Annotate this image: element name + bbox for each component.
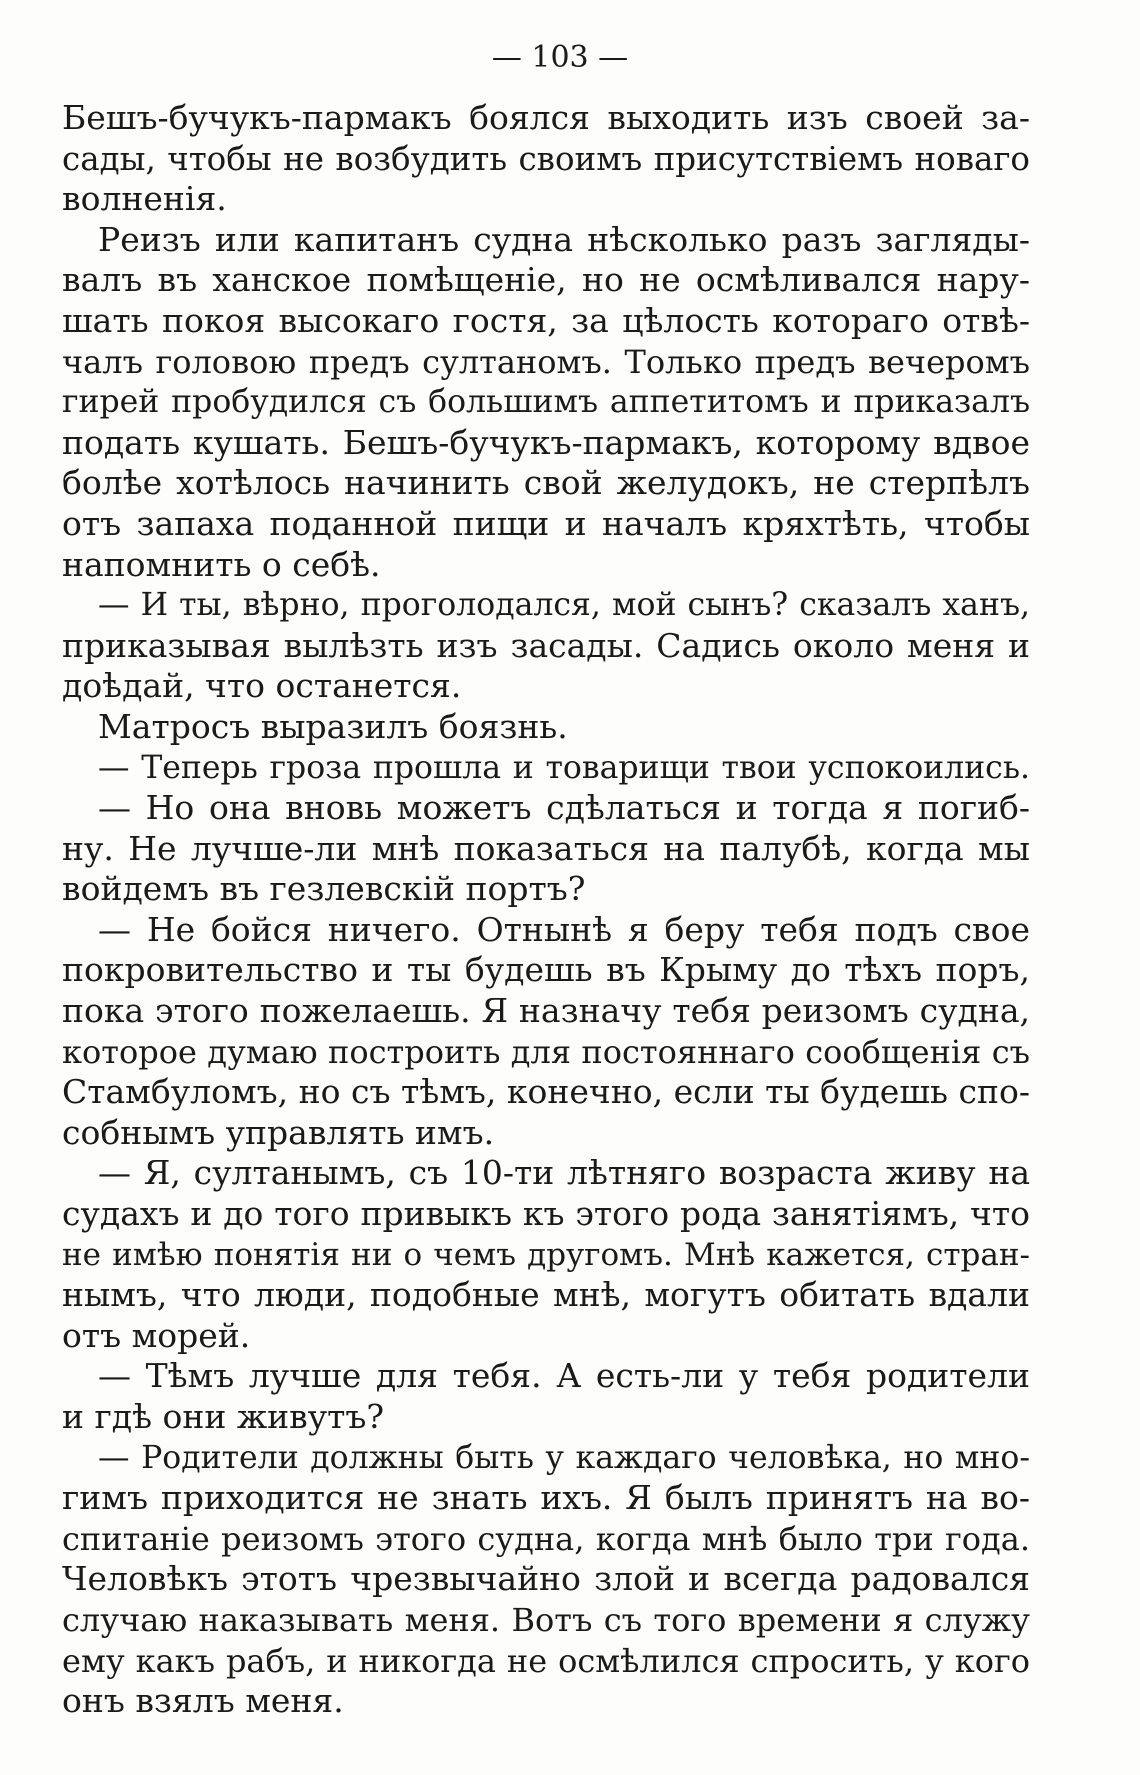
text-line: шать покоя высокаго гостя, за цѣлость котораго отвѣ- — [62, 300, 1030, 340]
text-line: гимъ приходится не знать ихъ. Я былъ принятъ на во- — [62, 1478, 1030, 1518]
text-line: нымъ, что люди, подобные мнѣ, могутъ обитать вдали — [62, 1275, 1030, 1315]
text-line: Человѣкъ этотъ чрезвычайно злой и всегда радовался — [62, 1559, 1030, 1599]
text-line: отъ морей. — [62, 1315, 251, 1355]
text-line: ему какъ рабъ, и никогда не осмѣлился спросить, у кого — [62, 1641, 1030, 1680]
text-line: отъ запаха поданной пищи и началъ кряхтѣть, чтобы — [62, 503, 1030, 543]
text-line: Стамбуломъ, но съ тѣмъ, конечно, если ты будешь спо- — [62, 1072, 1030, 1112]
text-line: сады, чтобы не возбудить своимъ присутствіемъ новаго — [62, 139, 1030, 178]
text-line: гирей пробудился съ большимъ аппетитомъ и приказалъ — [62, 384, 1030, 421]
text-line: Бешъ-бучукъ-пармакъ боялся выходить изъ своей за- — [62, 98, 1030, 137]
text-line: не имѣю понятія ни о чемъ другомъ. Мнѣ кажется, стран- — [62, 1236, 1030, 1273]
text-line: — Не бойся ничего. Отнынѣ я беру тебя подъ свое — [98, 909, 1030, 949]
text-line: — Я, султанымъ, съ 10-ти лѣтняго возраста живу на — [98, 1153, 1030, 1193]
text-line: покровительство и ты будешь въ Крыму до тѣхъ поръ, — [62, 950, 1030, 990]
text-line: спитаніе реизомъ этого судна, когда мнѣ было три года. — [62, 1519, 1030, 1558]
text-line: Матросъ выразилъ боязнь. — [98, 706, 568, 746]
text-line: войдемъ въ гезлевскій портъ? — [62, 869, 586, 909]
text-line: волненія. — [62, 179, 227, 219]
text-line: собнымъ управлять имъ. — [62, 1112, 495, 1152]
text-line: Реизъ или капитанъ судна нѣсколько разъ загляды- — [98, 219, 1030, 259]
text-line: подать кушать. Бешъ-бучукъ-пармакъ, которому вдвое — [62, 422, 1030, 462]
text-line: чалъ головою предъ султаномъ. Только предъ вечеромъ — [62, 342, 1030, 381]
text-line: — И ты, вѣрно, проголодался, мой сынъ? сказалъ ханъ, — [98, 587, 1030, 624]
text-line: которое думаю построить для постояннаго сообщенія съ — [62, 1032, 1030, 1071]
text-line: — Родители должны быть у каждаго человѣка, но мно- — [98, 1439, 1030, 1476]
text-line: — Теперь гроза прошла и товарищи твои успокоились. — [98, 749, 1030, 786]
text-line: и гдѣ они живутъ? — [62, 1397, 385, 1436]
text-line: — Тѣмъ лучше для тебя. А есть-ли у тебя родители — [98, 1356, 1030, 1396]
text-line: ну. Не лучше-ли мнѣ показаться на палубѣ, когда мы — [62, 828, 1030, 868]
text-line: судахъ и до того привыкъ къ этого рода занятіямъ, что — [62, 1194, 1030, 1234]
text-line: случаю наказывать меня. Вотъ съ того времени я служу — [62, 1600, 1030, 1639]
text-line: болѣе хотѣлось начинить свой желудокъ, не стерпѣлъ — [62, 463, 1030, 503]
text-line: приказывая вылѣзть изъ засады. Садись около меня и — [62, 625, 1030, 665]
text-line: валъ въ ханское помѣщеніе, но не осмѣливался нару- — [62, 260, 1030, 300]
text-line: — Но она вновь можетъ сдѣлаться и тогда я погиб- — [98, 788, 1030, 828]
text-line: доѣдай, что останется. — [62, 666, 462, 706]
page-number: — 103 — — [491, 40, 629, 75]
text-line: напомнить о себѣ. — [62, 544, 381, 584]
body-text — [62, 98, 1030, 1722]
text-line: онъ взялъ меня. — [62, 1681, 344, 1721]
text-line: пока этого пожелаешь. Я назначу тебя реизомъ судна, — [62, 991, 1030, 1031]
